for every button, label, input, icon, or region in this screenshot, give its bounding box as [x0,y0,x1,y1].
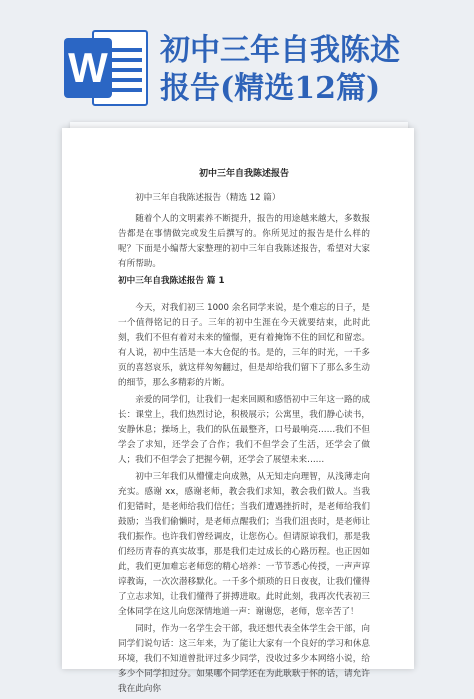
section-heading: 初中三年自我陈述报告 篇 1 [118,276,225,286]
banner-title-line-2: 报告(精选12篇) [160,71,381,106]
paragraph: 初中三年我们从懵懂走向成熟，从无知走向理智，从浅薄走向充实。感谢 xx，感谢老师，教会我们求知，教会我们做人。当我们犯错时，是老师给我们信任；当我们遭遇挫折时，是老师给我们鼓励；当我们偷懒时，是老师点醒我们；当我们沮丧时，是老师让我们振作。也许我们曾经调皮，让您伤心。但请原谅我们，那是我们经历青春的真实故事，那是我们走过成长的心路历程。也正因如此，我们更加难忘老师您的精心培养：一节节悉心传授，一声声谆谆教诲，一次次潜移默化。一千多个烦琐的日日夜夜，让我们懂得了立志求知，让我们懂得了拼搏进取。此时此刻，我再次代表初三全体同学在这儿向您深情地道一声：谢谢您，老师，您辛苦了！ [118,472,370,617]
word-letter: W [64,38,112,98]
paragraph: 亲爱的同学们，让我们一起来回顾和感悟初中三年这一路的成长：课堂上，我们热烈讨论，积极展示；公寓里，我们静心读书，安静休息；操场上，我们的队伍最整齐，口号最响亮……我们不但学会了求知，还学会了合作；我们不但学会了生活，还学会了做人；我们不但学会了把握今朝，还学会了展望未来…… [118,395,370,465]
document-title: 初中三年自我陈述报告 [198,169,289,179]
banner [0,0,474,120]
paragraph: 今天，对我们初三 1000 余名同学来说，是个难忘的日子，是一个值得铭记的日子。三年的初中生涯在今天就要结束，此时此刻，我们不但有着对未来的憧憬，更有着掩饰不住的回忆和留恋。有人说，初中生活是一本大仓促的书。是的，三年的时光，一千多页的喜怒哀乐，就这样匆匆翻过，但是却给我们留下了那么多生动的细节，那么多精彩的片断。 [118,303,370,388]
paragraph: 同时，作为一名学生会干部，我还想代表全体学生会干部，向同学们说句话：这三年来，为了能让大家有一个良好的学习和休息环境，我们不知道曾批评过多少同学，没收过多少本网络小说，给多少个同学扣过分。如果哪个同学还在为此耿耿于怀的话，请允许我在此向你 [118,624,370,694]
document-page [62,128,414,694]
banner-title [160,32,460,108]
document-body [118,166,370,699]
document-subtitle: 初中三年自我陈述报告（精选 12 篇） [135,193,281,203]
banner-title-line-1: 初中三年自我陈述 [160,33,400,68]
word-doc-icon [64,30,148,106]
intro-paragraph: 随着个人的文明素养不断提升，报告的用途越来越大，多数报告都是在事情做完或发生后撰写的。你所见过的报告是什么样的呢？下面是小编帮大家整理的初中三年自我陈述报告，希望对大家有所帮助。 [118,214,370,269]
